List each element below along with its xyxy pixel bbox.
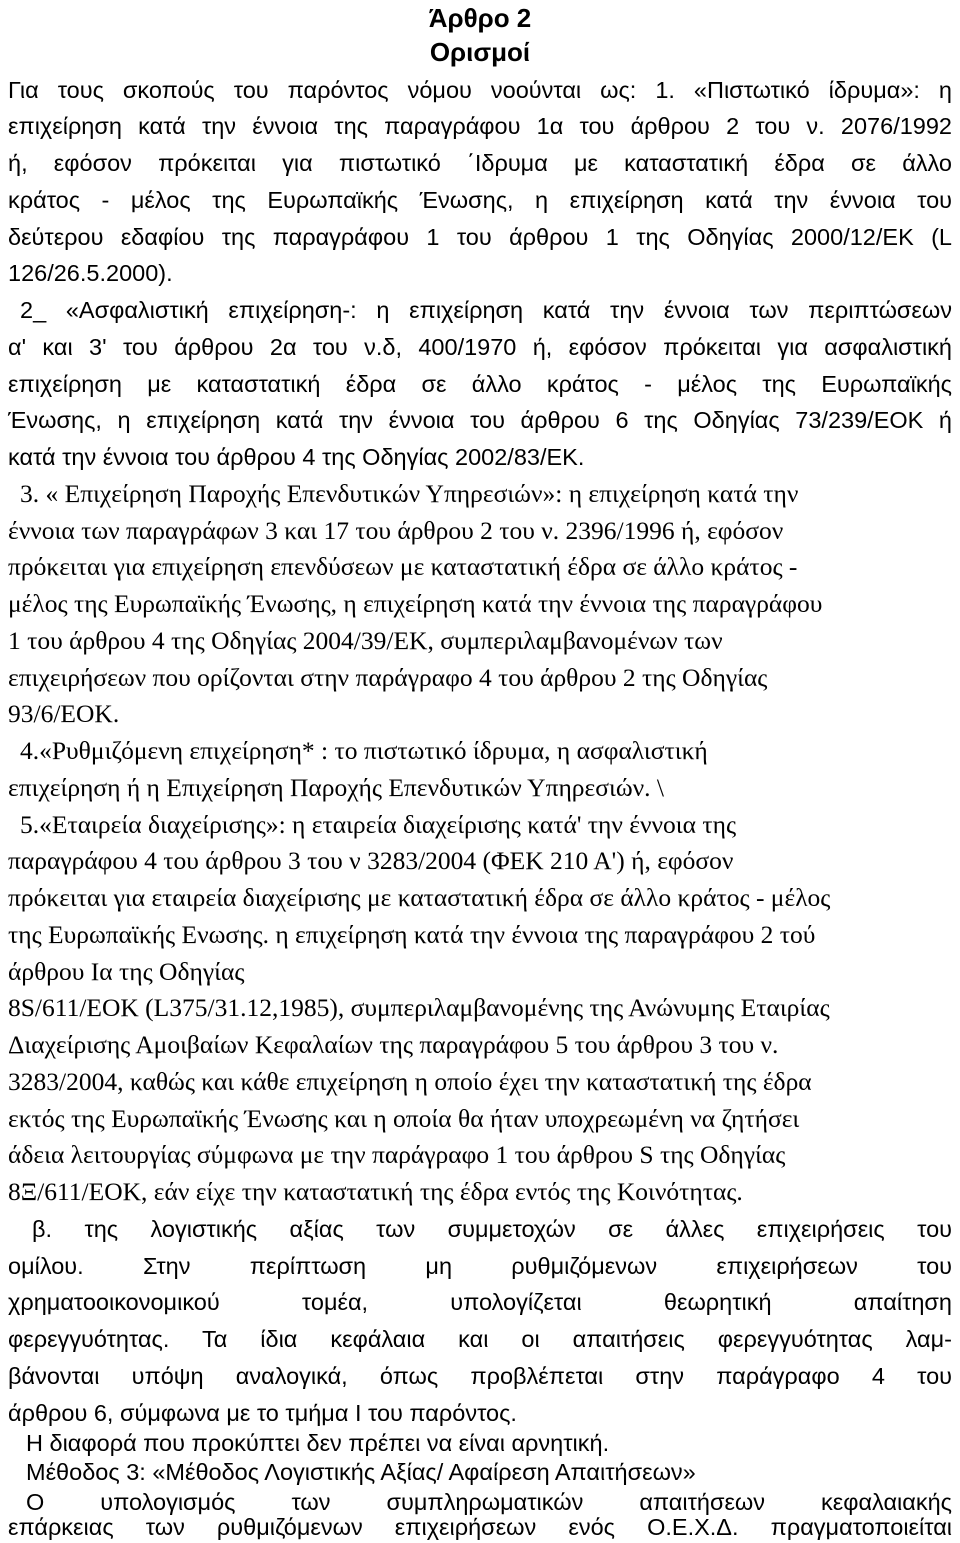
text-line: βάνονται υπόψη αναλογικά, όπως προβλέπεται στην παράγραφο 4 του xyxy=(8,1362,952,1389)
text-line: της Ευρωπαϊκής Ενωσης. η επιχείρηση κατά την έννοια της παραγράφου 2 τού xyxy=(8,919,816,949)
text-line: β. της λογιστικής αξίας των συμμετοχών σε άλλες επιχειρήσεις του xyxy=(32,1215,952,1242)
text-line: επάρκειας των ρυθμιζόμενων επιχειρήσεων ενός Ο.Ε.Χ.Δ. πραγματοποιείται xyxy=(8,1513,952,1540)
text-line: 8S/611/ΕΟΚ (L375/31.12,1985), συμπεριλαμβανομένης της Ανώνυμης Εταιρίας xyxy=(8,993,830,1023)
text-line: Για τους σκοπούς του παρόντος νόμου νοούνται ως: 1. «Πιστωτικό ίδρυμα»: η xyxy=(8,76,952,103)
text-line: Η διαφορά που προκύπτει δεν πρέπει να είναι αρνητική. xyxy=(26,1429,610,1456)
text-line: 1 του άρθρου 4 της Οδηγίας 2004/39/ΕΚ, συμπεριλαμβανομένων των xyxy=(8,625,723,655)
text-line: εκτός της Ευρωπαϊκής Ένωσης και η οποία θα ήταν υποχρεωμένη να ζητήσει xyxy=(8,1103,800,1133)
text-line: 126/26.5.2000). xyxy=(8,260,173,287)
text-line: χρηματοοικονομικού τομέα, υπολογίζεται θεωρητική απαίτηση xyxy=(8,1289,952,1316)
text-line: επιχείρηση κατά την έννοια της παραγράφου 1α του άρθρου 2 του ν. 2076/1992 xyxy=(8,113,952,140)
text-line: ομίλου. Στην περίπτωση μη ρυθμιζόμενων επιχειρήσεων του xyxy=(8,1252,952,1279)
text-line: 93/6/ΕΟΚ. xyxy=(8,699,120,729)
text-line: Ένωσης, η επιχείρηση κατά την έννοια του άρθρου 6 της Οδηγίας 73/239/ΕΟΚ ή xyxy=(8,407,952,434)
text-line: 8Ξ/611/ΕΟΚ, εάν είχε την καταστατική της έδρα εντός της Κοινότητας. xyxy=(8,1177,743,1207)
text-line: 5.«Εταιρεία διαχείρισης»: η εταιρεία διαχείρισης κατά' την έννοια της xyxy=(20,809,737,839)
text-line: Ο υπολογισμός των συμπληρωματικών απαιτήσεων κεφαλαιακής xyxy=(26,1489,952,1516)
text-line: πρόκειται για επιχείρηση επενδύσεων με καταστατική έδρα σε άλλο κράτος - xyxy=(8,552,798,582)
text-line: επιχείρηση με καταστατική έδρα σε άλλο κράτος - μέλος της Ευρωπαϊκής xyxy=(8,370,952,397)
text-line: 4.«Ρυθμιζόμενη επιχείρηση* : το πιστωτικό ίδρυμα, η ασφαλιστική xyxy=(20,736,708,766)
text-line: επιχείρηση ή η Επιχείρηση Παροχής Επενδυτικών Υπηρεσιών. \ xyxy=(8,772,664,802)
text-line: παραγράφου 4 του άρθρου 3 του ν 3283/2004 (ΦΕΚ 210 Α') ή, εφόσον xyxy=(8,846,734,876)
text-line: δεύτερου εδαφίου της παραγράφου 1 του άρθρου 1 της Οδηγίας 2000/12/ΕΚ (L xyxy=(8,223,952,250)
article-subheading: Ορισμοί xyxy=(429,37,531,67)
text-line: κράτος - μέλος της Ευρωπαϊκής Ένωσης, η επιχείρηση κατά την έννοια του xyxy=(8,186,952,213)
text-line: πρόκειται για εταιρεία διαχείρισης με καταστατική έδρα σε άλλο κράτος - μέλος xyxy=(8,883,831,913)
text-line: κατά την έννοια του άρθρου 4 της Οδηγίας 2002/83/ΕΚ. xyxy=(8,444,585,471)
text-line: Διαχείρισης Αμοιβαίων Κεφαλαίων της παραγράφου 5 του άρθρου 3 του ν. xyxy=(8,1030,779,1060)
text-line: 3. « Επιχείρηση Παροχής Επενδυτικών Υπηρεσιών»: η επιχείρηση κατά την xyxy=(20,478,799,508)
text-line: έννοια των παραγράφων 3 και 17 του άρθρου 2 του ν. 2396/1996 ή, εφόσον xyxy=(8,515,784,545)
text-line: μέλος της Ευρωπαϊκής Ένωσης, η επιχείρηση κατά την έννοια της παραγράφου xyxy=(8,589,823,619)
text-line: άρθρου Ια της Οδηγίας xyxy=(8,956,245,986)
text-line: Μέθοδος 3: «Μέθοδος Λογιστικής Αξίας/ Αφαίρεση Απαιτήσεων» xyxy=(26,1459,696,1486)
text-line: φερεγγυότητας. Τα ίδια κεφάλαια και οι απαιτήσεις φερεγγυότητας λαμ- xyxy=(8,1326,952,1353)
text-line: άδεια λειτουργίας σύμφωνα με την παράγραφο 1 του άρθρου S της Οδηγίας xyxy=(8,1140,786,1170)
text-line: 3283/2004, καθώς και κάθε επιχείρηση η οποίο έχει την καταστατική της έδρα xyxy=(8,1066,812,1096)
text-line: 2_ «Ασφαλιστική επιχείρηση-: η επιχείρηση κατά την έννοια των περιπτώσεων xyxy=(20,297,952,324)
text-line: ή, εφόσον πρόκειται για πιστωτικό ΄Ιδρυμα με καταστατική έδρα σε άλλο xyxy=(8,150,952,177)
text-line: επιχειρήσεων που ορίζονται στην παράγραφο 4 του άρθρου 2 της Οδηγίας xyxy=(8,662,768,692)
article-heading: Άρθρο 2 xyxy=(428,3,532,33)
text-line: α' και 3' του άρθρου 2α του ν.δ, 400/1970 ή, εφόσον πρόκειται για ασφαλιστική xyxy=(8,333,952,360)
text-line: άρθρου 6, σύμφωνα με το τμήμα Ι του παρόντος. xyxy=(8,1399,517,1426)
